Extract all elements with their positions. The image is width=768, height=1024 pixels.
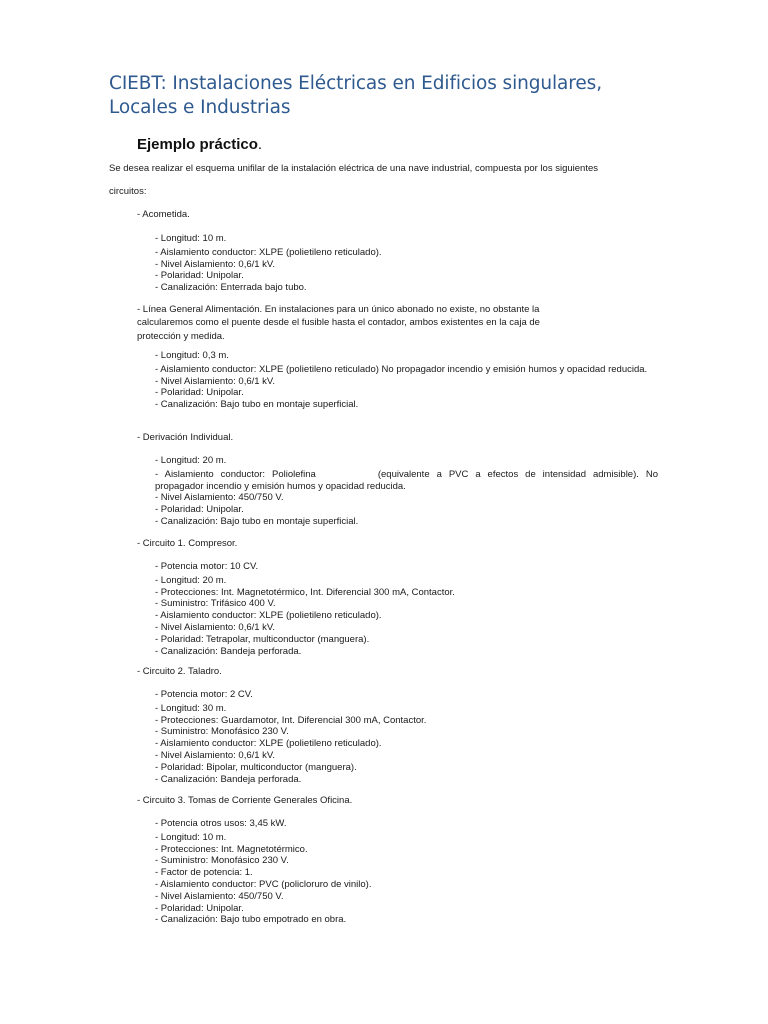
circuito2-list: [155, 689, 658, 785]
list-item: - Nivel Aislamiento: 0,6/1 kV.: [155, 749, 276, 761]
list-item: - Protecciones: Int. Magnetotérmico.: [155, 843, 308, 855]
list-item: - Factor de potencia: 1.: [155, 867, 253, 879]
list-item: - Aislamiento conductor: XLPE (polietileno reticulado) No propagador incendio y emisión humos y opacidad reducida.: [155, 363, 648, 375]
list-item: - Aislamiento conductor: XLPE (polietileno reticulado).: [155, 246, 382, 258]
circuito3-heading: - Circuito 3. Tomas de Corriente Generales Oficina.: [137, 795, 353, 806]
list-item: - Polaridad: Bipolar, multiconductor (manguera).: [155, 761, 357, 773]
list-item: - Longitud: 10 m.: [155, 831, 227, 843]
lga-heading-line: - Línea General Alimentación. En instalaciones para un único abonado no existe, no obstante la: [137, 304, 540, 315]
list-item: - Nivel Aislamiento: 0,6/1 kV.: [155, 621, 276, 633]
list-item: - Potencia motor: 2 CV.: [155, 689, 253, 700]
subtitle-text: Ejemplo práctico: [137, 136, 258, 153]
list-item: - Nivel Aislamiento: 450/750 V.: [155, 492, 284, 504]
list-item: - Polaridad: Unipolar.: [155, 504, 244, 516]
list-item: - Aislamiento conductor: PVC (policloruro de vinilo).: [155, 878, 372, 890]
list-item: - Nivel Aislamiento: 0,6/1 kV.: [155, 258, 276, 270]
list-item: - Polaridad: Unipolar.: [155, 270, 244, 282]
intro-line-1: Se desea realizar el esquema unifilar de la instalación eléctrica de una nave industrial, compuesta por los siguientes: [109, 163, 599, 174]
list-item: - Protecciones: Guardamotor, Int. Diferencial 300 mA, Contactor.: [155, 714, 427, 726]
intro-line-2: circuitos:: [109, 186, 147, 197]
list-item: - Suministro: Monofásico 230 V.: [155, 726, 289, 738]
list-item: - Potencia motor: 10 CV.: [155, 561, 259, 572]
list-item: - Aislamiento conductor: XLPE (polietileno reticulado).: [155, 610, 382, 622]
section-subtitle: [137, 136, 262, 153]
list-item: - Canalización: Bandeja perforada.: [155, 645, 302, 657]
acometida-list: [155, 233, 658, 294]
list-item-part: (equivalente a PVC a efectos de intensidad admisible). No propagador incendio y emisión humos y opacidad reducida.: [155, 468, 659, 492]
derivacion-heading: - Derivación Individual.: [137, 432, 234, 443]
list-item-part: - Aislamiento conductor: Poliolefina: [155, 468, 316, 480]
list-item: - Polaridad: Unipolar.: [155, 902, 244, 914]
circuito3-list: [155, 818, 658, 926]
list-item: - Nivel Aislamiento: 450/750 V.: [155, 890, 284, 902]
circuito1-heading: - Circuito 1. Compresor.: [137, 538, 238, 549]
list-item: - Canalización: Bandeja perforada.: [155, 773, 302, 785]
list-item: - Longitud: 10 m.: [155, 233, 227, 244]
list-item: - Longitud: 0,3 m.: [155, 350, 229, 361]
acometida-heading: - Acometida.: [137, 209, 190, 220]
subtitle-dot: .: [257, 136, 263, 153]
derivacion-list: [155, 455, 658, 528]
list-item: - Canalización: Bajo tubo empotrado en obra.: [155, 914, 347, 926]
circuito2-heading: - Circuito 2. Taladro.: [137, 666, 222, 677]
list-item: - Longitud: 20 m.: [155, 455, 227, 466]
list-item: - Suministro: Monofásico 230 V.: [155, 855, 289, 867]
page-title: CIEBT: Instalaciones Eléctricas en Edificios singulares, Locales e Industrias: [109, 73, 602, 118]
list-item: - Polaridad: Tetrapolar, multiconductor (manguera).: [155, 633, 370, 645]
lga-heading-line: protección y medida.: [137, 330, 225, 342]
list-item: - Nivel Aislamiento: 0,6/1 kV.: [155, 375, 276, 387]
list-item: - Potencia otros usos: 3,45 kW.: [155, 818, 287, 829]
lga-list: [155, 350, 658, 411]
lga-heading: [137, 303, 617, 343]
list-item: - Canalización: Enterrada bajo tubo.: [155, 282, 307, 294]
list-item: - Longitud: 20 m.: [155, 574, 227, 586]
circuito1-list: [155, 561, 658, 657]
list-item: [155, 469, 658, 493]
list-item: - Suministro: Trifásico 400 V.: [155, 598, 276, 610]
list-item: - Protecciones: Int. Magnetotérmico, Int. Diferencial 300 mA, Contactor.: [155, 586, 455, 598]
list-item: - Longitud: 30 m.: [155, 702, 227, 714]
list-item: - Canalización: Bajo tubo en montaje superficial.: [155, 399, 359, 411]
list-item: - Canalización: Bajo tubo en montaje superficial.: [155, 515, 359, 527]
list-item: - Aislamiento conductor: XLPE (polietileno reticulado).: [155, 738, 382, 750]
list-item: - Polaridad: Unipolar.: [155, 387, 244, 399]
lga-heading-line: calcularemos como el puente desde el fusible hasta el contador, ambos existentes en la caja de: [137, 317, 540, 329]
